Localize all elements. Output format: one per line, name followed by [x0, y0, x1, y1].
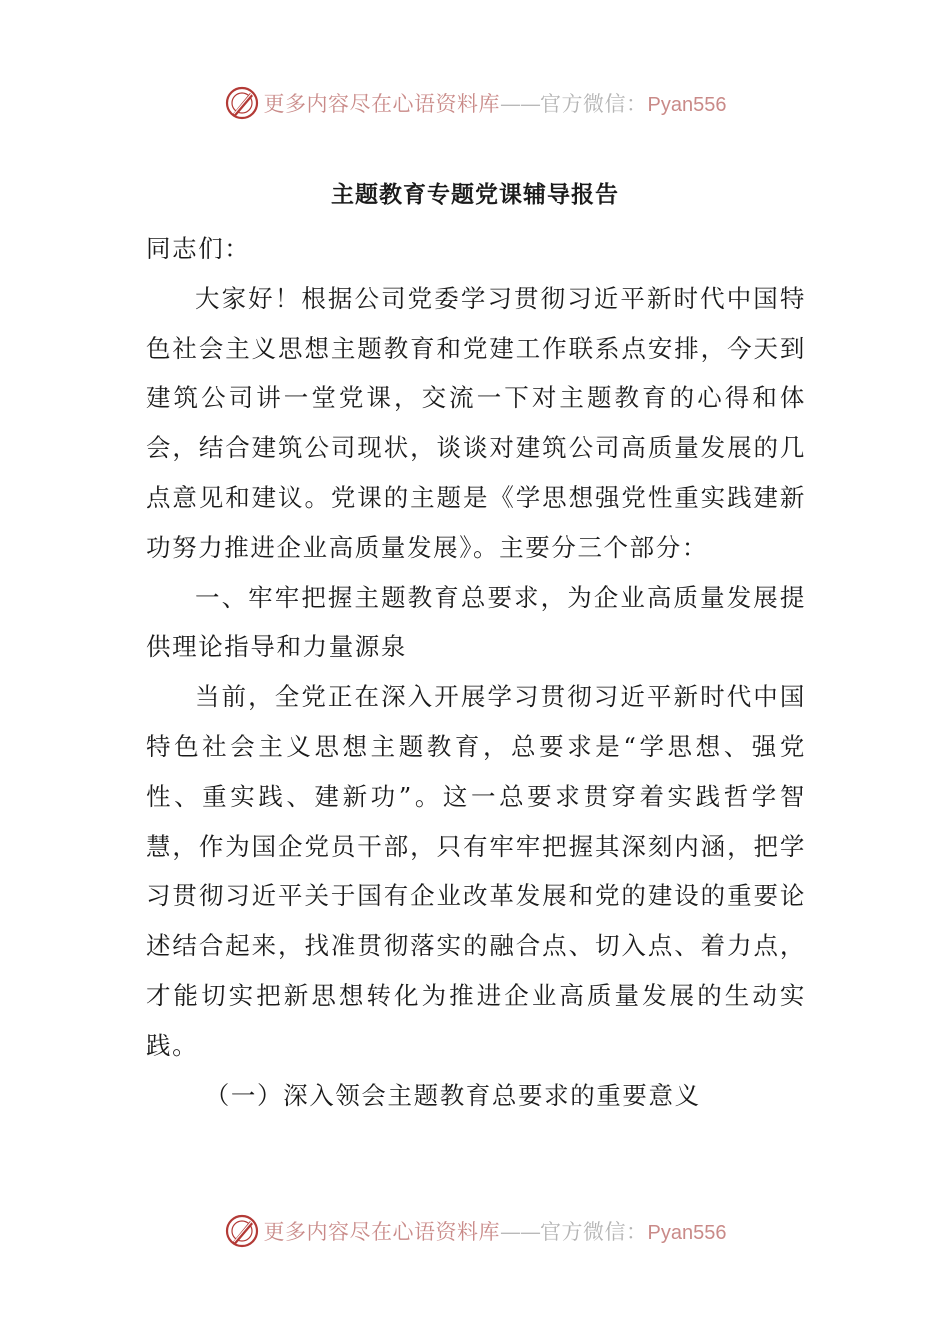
header-watermark-banner [0, 78, 950, 128]
watermark-text [264, 88, 727, 118]
watermark-wechat-label: 官方微信： [540, 1220, 648, 1244]
watermark-handle: Pyan556 [647, 94, 727, 116]
quill-logo-icon [224, 85, 260, 121]
footer-watermark-banner [0, 1206, 950, 1256]
watermark-dash: —— [500, 1220, 541, 1244]
salutation: 同志们： [146, 234, 251, 263]
watermark-wechat-label: 官方微信： [540, 92, 648, 116]
paragraph-body: 当前，全党正在深入开展学习贯彻习近平新时代中国特色社会主义思想主题教育，总要求是“学思想、强党性、重实践、建新功”。这一总要求贯穿着实践哲学智慧，作为国企党员干部，只有牢牢把握其深刻内涵，把学习贯彻习近平关于国有企业改革发展和党的建设的重要论述结合起来，找准贯彻落实的融合点、切入点、着力点，才能切实把新思想转化为推进企业高质量发展的生动实践。 [146, 682, 806, 1060]
watermark-dash: —— [500, 92, 541, 116]
watermark-text [264, 1216, 727, 1246]
paragraph-intro: 大家好！根据公司党委学习贯彻习近平新时代中国特色社会主义思想主题教育和党建工作联系点安排，今天到建筑公司讲一堂党课，交流一下对主题教育的心得和体会，结合建筑公司现状，谈谈对建筑公司高质量发展的几点意见和建议。党课的主题是《学思想强党性重实践建新功努力推进企业高质量发展》。主要分三个部分： [146, 283, 806, 562]
watermark-site: 更多内容尽在心语资料库 [263, 92, 501, 116]
watermark-site: 更多内容尽在心语资料库 [263, 1220, 501, 1244]
quill-logo-icon [224, 1213, 260, 1249]
subheading-1: （一）深入领会主题教育总要求的重要意义 [204, 1080, 701, 1110]
document-title: 主题教育专题党课辅导报告 [331, 182, 619, 208]
document-body [146, 224, 806, 1120]
watermark-handle: Pyan556 [647, 1222, 727, 1244]
section-heading-1: 一、牢牢把握主题教育总要求，为企业高质量发展提供理论指导和力量源泉 [146, 582, 806, 662]
